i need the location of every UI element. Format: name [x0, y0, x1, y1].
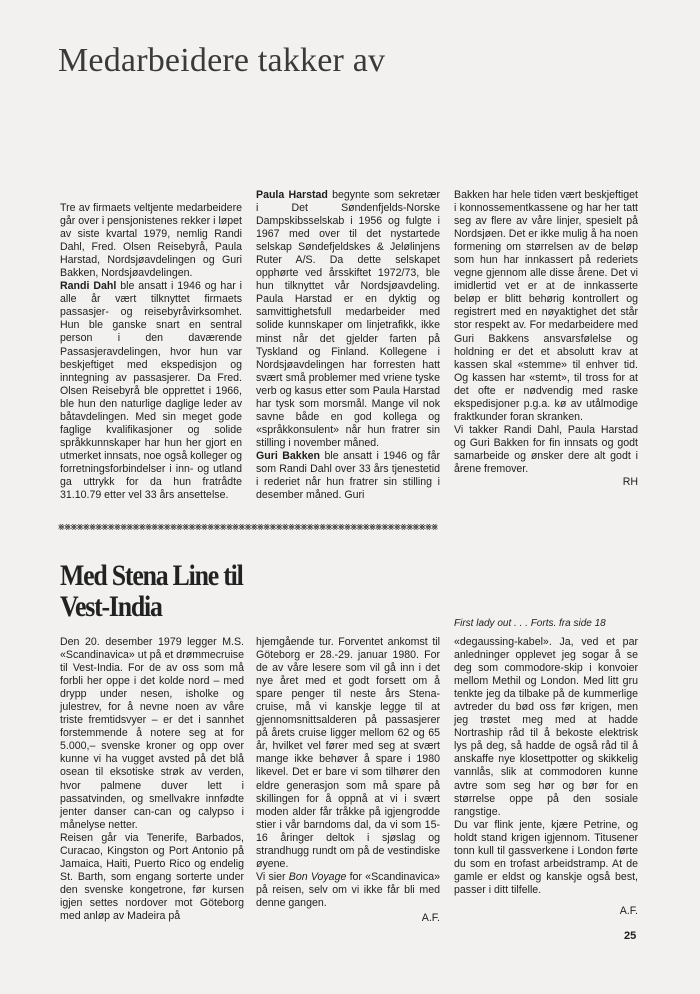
stena-paragraph-3: hjemgående tur. Forventet ankomst til Göteborg er 28.-29. januar 1980. For de av våre lesere som vil gå inn i det nye året med et godt forsett om å spare penger til neste års Stena-cruise, må vi kanskje legge til at gjennomsnittsalderen på passasjerer på årets cruise ligger mellom 62 og 65 år, hvilket vel fører med seg at svært mange ikke behøver å spare i 1980 likevel. Det er bare vi som tilhører den eldre generasjon som må spare på skillingen for å oppnå at vi i svært moden alder får tråkke på igjengrodde stier i vår barndoms dal, da vi som 15-16 åringer deltok i sjøslag og strandhugg rundt om på de vestindiske øyene. [256, 636, 440, 870]
paragraph-guri-bakken [256, 450, 440, 502]
stena-paragraph-4 [256, 871, 440, 910]
italic-bon-voyage: Bon Voyage [288, 870, 347, 883]
first-lady-paragraph-2: Du var flink jente, kjære Petrine, og holdt stand krigen igjennom. Titusener tonn kull til gassverkene i London førte du som en trofast arbeidstramp. At de gamle er eldst og kanskje også best, passer i ditt tilfelle. [454, 818, 638, 896]
text-fragment: for «Scandinavica» på reisen, selv om vi ikke får bli med denne gangen. [256, 870, 440, 909]
article1-intro: Tre av firmaets veltjente medarbeidere går over i pensjonistenes rekker i løpet av siste kvartal 1979, nemlig Randi Dahl, Fred. Olsen Reisebyrå, Paula Harstad, Nordsjøavdelingen og Guri Bakken, Nordsjøavdelingen. [60, 202, 242, 280]
name-guri-bakken: Guri Bakken [256, 449, 320, 462]
text-fragment: Vi sier [256, 870, 289, 883]
article2-column-3 [454, 636, 638, 918]
article1-column-1 [60, 202, 242, 502]
signature-rh: RH [622, 476, 638, 489]
text-guri-bakken: ble ansatt i 1946 og får som Randi Dahl over 33 års tjenestetid i rederiet når hun fratrer sin stilling i desember måned. Guri [256, 449, 440, 502]
name-paula-harstad: Paula Harstad [256, 189, 328, 201]
paragraph-guri-bakken-cont: Bakken har hele tiden vært beskjeftiget i konnossementkassene og har her tatt seg av flere av våre linjer, spesielt på Nordsjøen. Det er ikke mulig å ha noen formening om størrelsen av de beløp som hun har innkassert på rederiets vegne gjennom alle disse årene. Det vi imidlertid vet er at de innkasserte beløp er blitt behørig kontrollert og registrert med en nøyaktighet det står stor respekt av. For medarbeidere med Guri Bakkens ansvarsfølelse og holdning er det et absolutt krav at kassen skal «stemme» til enhver tid. Og kassen har «stemt», til tross for at det ofte er nødvendig med raske ekspedisjoner p.g.a. kø av utålmodige fraktkunder foran skranken. [454, 189, 638, 423]
text-paula-harstad: begynte som sekretær i Det Søndenfjelds-Norske Dampskibsselskab i 1956 og fulgte i 1967 med over til det nystartede selskap Søndefjeldskes & Jelølinjens Ruter A/S. Da dette selskapet opphørte ved årsskiftet 1972/73, ble hun tilknyttet vår Nordsjøavdeling. Paula Harstad er en dyktig og samvittighetsfull medarbeider med solide kunnskaper om linjetrafikk, ikke minst når det gjelder farten på Tyskland og Finland. Kollegene i Nordsjøavdelingen har forresten hatt svært små problemer med vriene tyske verb og kasus etter som Paula Harstad har tysk som morsmål. Mange vil nok savne både en god kollega og «språkkonsulent» når hun fratrer sin stilling i november måned. [256, 189, 440, 449]
article1-column-3 [454, 189, 638, 489]
decorative-divider: ⨳⨳⨳⨳⨳⨳⨳⨳⨳⨳⨳⨳⨳⨳⨳⨳⨳⨳⨳⨳⨳⨳⨳⨳⨳⨳⨳⨳⨳⨳⨳⨳⨳⨳⨳⨳⨳⨳⨳⨳⨳⨳⨳⨳⨳⨳⨳⨳⨳⨳⨳⨳⨳⨳⨳⨳⨳⨳⨳⨳⨳ [58, 521, 438, 533]
paragraph-paula-harstad [256, 189, 440, 450]
first-lady-paragraph-1: «degaussing-kabel». Ja, ved et par anledninger opplevet jeg sogar å se deg som commodore-skip i konvoier mellom Methil og London. Med litt gru tenkte jeg da tilbake på de kummerlige avtreder du bød oss før krigen, men jeg trøstet meg med at hadde Nortraship råd til å bekoste elektrisk lys på deg, så hadde de også råd til å anskaffe nye klosettpotter og skikkelig vannlås, slik at commodoren kunne avtre som seg hør og bør for en størrelse oppe på den sosiale rangstige. [454, 636, 638, 818]
heading-line-2: Vest-India [60, 590, 162, 623]
stena-paragraph-2: Reisen går via Tenerife, Barbados, Curacao, Kingston og Port Antonio på Jamaica, Haiti, Puerto Rico og endelig St. Barth, som engang sorterte under den svenske kongetrone, før kursen igjen settes nordover mot Göteborg med anløp av Madeira på [60, 831, 244, 922]
paragraph-randi-dahl [60, 280, 242, 502]
article-heading-stena-line [60, 560, 243, 622]
article2-column-1 [60, 636, 244, 923]
stena-paragraph-1: Den 20. desember 1979 legger M.S. «Scandinavica» ut på et drømmecruise til Vest-India. For de av oss som må forbli her oppe i det kolde nord – med drypp under nesen, isholke og julestrev, for å nevne noen av våre triste fremtidsvyer – er det i sannhet forstemmende å notere seg at for 5.000,– svenske kroner og opp over kunne vi ha vugget avsted på det blå osean til eksotiske strøk av verden, hvor palmene duver lett i passatvinden, og smellvakre innfødte jenter danser can-can og calypso i månelyse netter. [60, 636, 244, 831]
signature-af-1: A.F. [421, 911, 440, 924]
page-number: 25 [624, 930, 637, 942]
paragraph-thanks: Vi takker Randi Dahl, Paula Harstad og Guri Bakken for fin innsats og godt samarbeide og ønsker dere alt godt i årene fremover. [454, 423, 638, 475]
continuation-note: First lady out . . . Forts. fra side 18 [454, 618, 606, 629]
article-heading-retirement: Medarbeidere takker av [58, 42, 386, 79]
heading-line-1: Med Stena Line til [60, 559, 243, 592]
signature-af-2: A.F. [619, 904, 638, 917]
article2-column-2 [256, 636, 440, 925]
name-randi-dahl: Randi Dahl [60, 280, 117, 293]
article1-column-2 [256, 189, 440, 502]
text-randi-dahl: ble ansatt i 1946 og har i alle år vært tilknyttet firmaets passasjer- og reisebyråvirksomhet. Hun ble ganske snart en sentral person i den daværende Passasjeravdelingen, hvor hun var beskjeftiget med ekspedisjon og inntegning av passasjerer. Da Fred. Olsen Reisebyrå ble opprettet i 1966, ble hun den naturlige daglige leder av båtavdelingen. Med sin meget gode faglige kvalifikasjoner og solide språkkunnskaper har hun her gjort en utmerket innsats, noe også kolleger og forretningsforbindelser i inn- og utland ga uttrykk for da hun fratrådte 31.10.79 etter vel 33 års ansettelse. [60, 280, 243, 502]
